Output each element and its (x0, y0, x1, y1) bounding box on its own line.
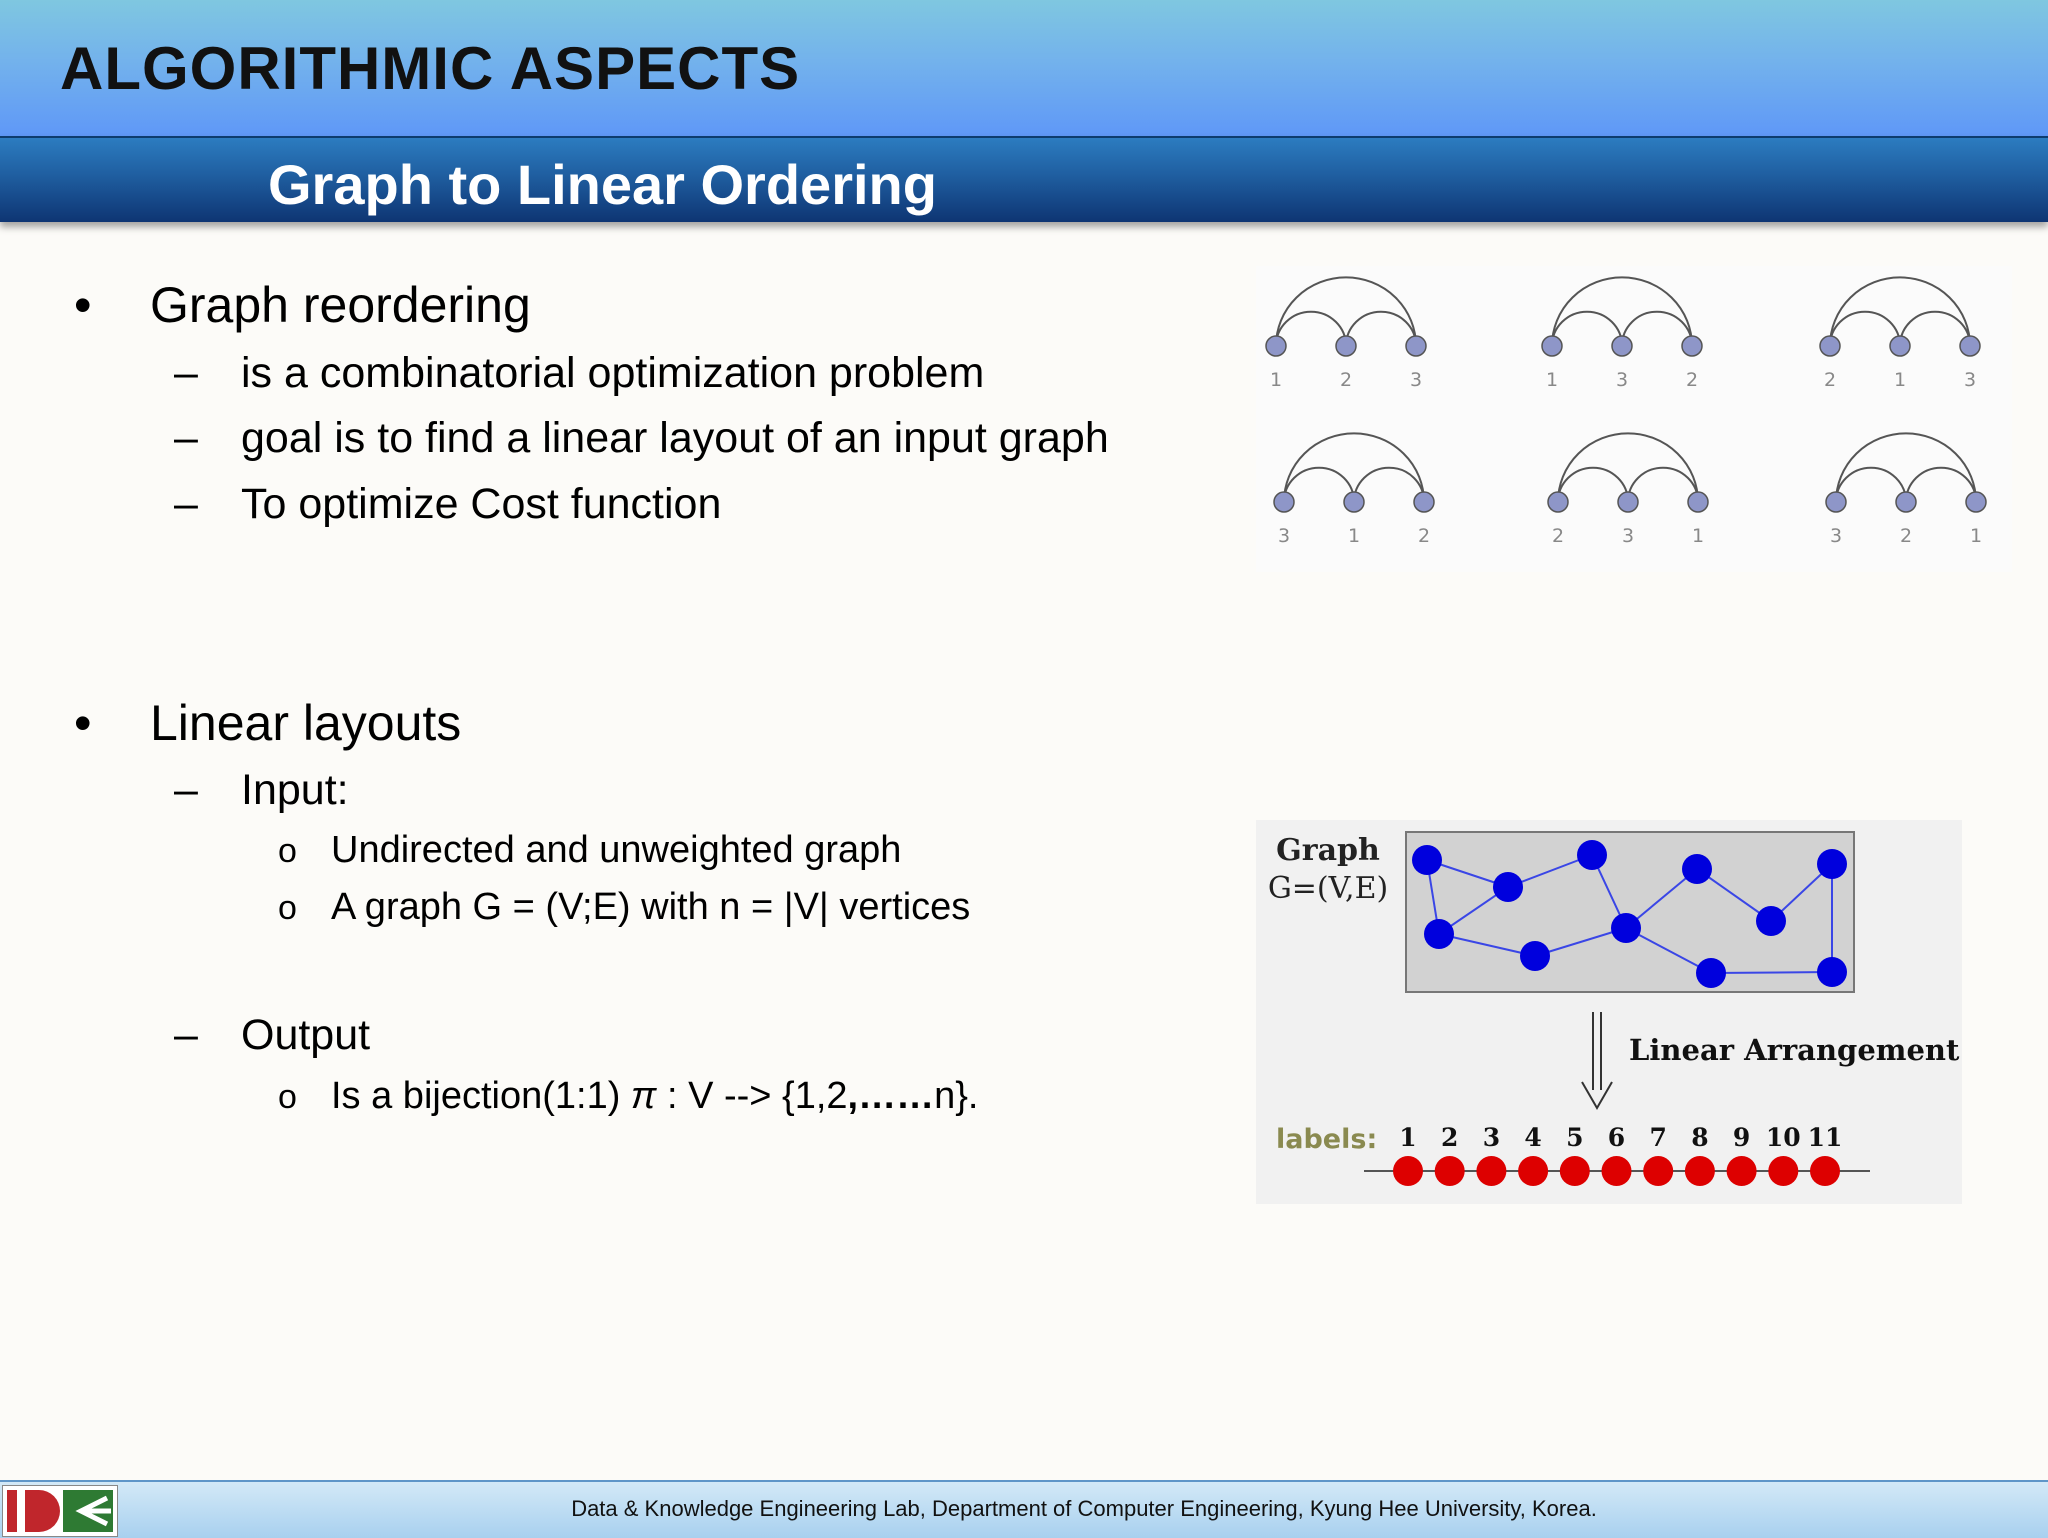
graph-node (1682, 854, 1712, 884)
arrangement-label: 3 (1482, 1123, 1501, 1152)
ordering-node (1682, 336, 1702, 356)
sub-bullet-output (174, 1011, 370, 1060)
ordering-label: 3 (1277, 525, 1291, 547)
ordering-edge (1558, 468, 1628, 502)
ordering-label: 1 (1545, 369, 1559, 391)
arrangement-node (1643, 1156, 1673, 1186)
dash-marker: – (174, 414, 198, 462)
bijection-end-text: n}. (934, 1075, 979, 1117)
sub-bullet (174, 414, 1109, 463)
sub-bullet-text: Input: (241, 766, 349, 814)
ordering-node (1966, 492, 1986, 512)
ordering-label: 2 (1339, 369, 1353, 391)
ordering-node (1414, 492, 1434, 512)
ordering-edge (1906, 468, 1976, 502)
circle-marker: o (278, 832, 297, 870)
sub-sub-bullet-text: Undirected and unweighted graph (331, 829, 902, 871)
ordering-node (1406, 336, 1426, 356)
arrangement-node (1768, 1156, 1798, 1186)
footer-text: Data & Knowledge Engineering Lab, Department of Computer Engineering, Kyung Hee University, Korea. (571, 1496, 1597, 1521)
ordering-edge (1354, 468, 1424, 502)
pi-symbol: π (630, 1075, 657, 1117)
ordering-node (1336, 336, 1356, 356)
arrangement-label: 4 (1524, 1123, 1542, 1152)
ordering-diagram (1548, 433, 1708, 547)
arrangement-node (1476, 1156, 1506, 1186)
graph-node (1611, 913, 1641, 943)
ordering-node (1688, 492, 1708, 512)
ordering-diagram (1826, 433, 1986, 547)
ordering-node (1960, 336, 1980, 356)
arrangement-node (1810, 1156, 1840, 1186)
dash-marker: – (174, 480, 198, 528)
ordering-label: 2 (1823, 369, 1837, 391)
ordering-label: 3 (1621, 525, 1635, 547)
ordering-diagram (1820, 277, 1980, 391)
ordering-diagram (1266, 277, 1426, 391)
ordering-label: 1 (1347, 525, 1361, 547)
graph-node (1817, 849, 1847, 879)
labels-caption: labels: (1276, 1124, 1378, 1155)
arrangement-node (1685, 1156, 1715, 1186)
ordering-node (1890, 336, 1910, 356)
ordering-label: 3 (1829, 525, 1843, 547)
sub-bullet-text: goal is to find a linear layout of an input graph (241, 414, 1109, 462)
bullet-marker: • (74, 695, 92, 751)
arrangement-node (1518, 1156, 1548, 1186)
bullet-text: Graph reordering (150, 277, 531, 333)
bullet-graph-reordering (74, 276, 531, 334)
arrangement-label: 8 (1691, 1123, 1709, 1152)
ordering-label: 3 (1963, 369, 1977, 391)
sub-bullet (174, 349, 984, 398)
dash-marker: – (174, 349, 198, 397)
ordering-node (1820, 336, 1840, 356)
ordering-node (1542, 336, 1562, 356)
ordering-node (1618, 492, 1638, 512)
ordering-label: 2 (1417, 525, 1431, 547)
ordering-label: 3 (1409, 369, 1423, 391)
graph-node (1756, 906, 1786, 936)
ordering-node (1612, 336, 1632, 356)
arrangement-node (1560, 1156, 1590, 1186)
bullet-text: Linear layouts (150, 695, 462, 751)
ordering-edge (1284, 468, 1354, 502)
circle-marker: o (278, 1078, 297, 1116)
orderings-figure (1256, 266, 2012, 572)
ordering-edge (1900, 312, 1970, 346)
graph-node (1493, 872, 1523, 902)
graph-edge (1711, 972, 1832, 973)
sub-bullet (174, 480, 721, 529)
ordering-node (1274, 492, 1294, 512)
ordering-label: 3 (1615, 369, 1629, 391)
ordering-label: 2 (1551, 525, 1565, 547)
ordering-diagram (1542, 277, 1702, 391)
dash-marker: – (174, 1011, 198, 1059)
subtitle-band (0, 136, 2048, 222)
graph-node (1520, 941, 1550, 971)
sub-sub-bullet-text: A graph G = (V;E) with n = |V| vertices (331, 886, 971, 928)
arrangement-node (1435, 1156, 1465, 1186)
header-band (0, 0, 2048, 136)
linear-arrangement-label: Linear Arrangement (1629, 1033, 1960, 1067)
ordering-edge (1552, 312, 1622, 346)
ordering-node (1548, 492, 1568, 512)
graph-node (1412, 845, 1442, 875)
ellipsis-dots: ,…… (847, 1075, 935, 1117)
graph-arrangement-figure (1256, 820, 1962, 1204)
lab-logo-icon (2, 1485, 118, 1537)
ordering-node (1344, 492, 1364, 512)
arrangement-label: 11 (1807, 1123, 1843, 1152)
bijection-text: Is a bijection(1:1) (331, 1075, 631, 1117)
sub-bullet-text: To optimize Cost function (241, 480, 722, 528)
ordering-edge (1830, 312, 1900, 346)
graph-box (1406, 832, 1854, 992)
graph-node (1817, 957, 1847, 987)
ordering-edge (1622, 312, 1692, 346)
bijection-range-text: : V --> {1,2 (656, 1075, 848, 1117)
ordering-label: 1 (1893, 369, 1907, 391)
ordering-label: 1 (1269, 369, 1283, 391)
down-arrow-icon (1582, 1012, 1612, 1108)
arrangement-node (1727, 1156, 1757, 1186)
ordering-edge (1276, 312, 1346, 346)
dash-marker: – (174, 766, 198, 814)
ordering-node (1896, 492, 1916, 512)
bullet-linear-layouts (74, 694, 461, 752)
graph-node (1696, 958, 1726, 988)
sub-sub-bullet (278, 829, 901, 872)
sub-sub-bullet (278, 886, 970, 929)
ordering-node (1826, 492, 1846, 512)
arrangement-label: 10 (1765, 1123, 1801, 1152)
sub-bullet-input (174, 766, 349, 815)
arrangement-label: 9 (1732, 1123, 1751, 1152)
slide-subtitle: Graph to Linear Ordering (268, 153, 937, 216)
label-row (1393, 1123, 1842, 1186)
ordering-node (1266, 336, 1286, 356)
arrangement-label: 1 (1399, 1123, 1417, 1152)
graph-node (1424, 919, 1454, 949)
ordering-label: 1 (1969, 525, 1983, 547)
graph-node (1577, 840, 1607, 870)
ordering-diagram (1274, 433, 1434, 547)
ordering-edge (1346, 312, 1416, 346)
ordering-label: 2 (1685, 369, 1699, 391)
circle-marker: o (278, 889, 297, 927)
arrangement-label: 2 (1440, 1123, 1459, 1152)
ordering-edge (1836, 468, 1906, 502)
ordering-label: 1 (1691, 525, 1705, 547)
graph-label: Graph (1276, 833, 1380, 868)
arrangement-node (1393, 1156, 1423, 1186)
arrangement-label: 7 (1649, 1123, 1667, 1152)
ordering-edge (1628, 468, 1698, 502)
sub-sub-bullet (278, 1075, 979, 1118)
sub-bullet-text: is a combinatorial optimization problem (241, 349, 985, 397)
sub-bullet-text: Output (241, 1011, 371, 1059)
sub-sub-bullet-text (331, 1075, 979, 1118)
bullet-marker: • (74, 277, 92, 333)
arrangement-node (1602, 1156, 1632, 1186)
ordering-label: 2 (1899, 525, 1913, 547)
graph-definition-label: G=(V,E) (1267, 871, 1389, 906)
arrangement-label: 6 (1607, 1123, 1626, 1152)
slide-title: ALGORITHMIC ASPECTS (60, 35, 801, 102)
footer-bar (0, 1480, 2048, 1538)
arrangement-label: 5 (1566, 1123, 1584, 1152)
